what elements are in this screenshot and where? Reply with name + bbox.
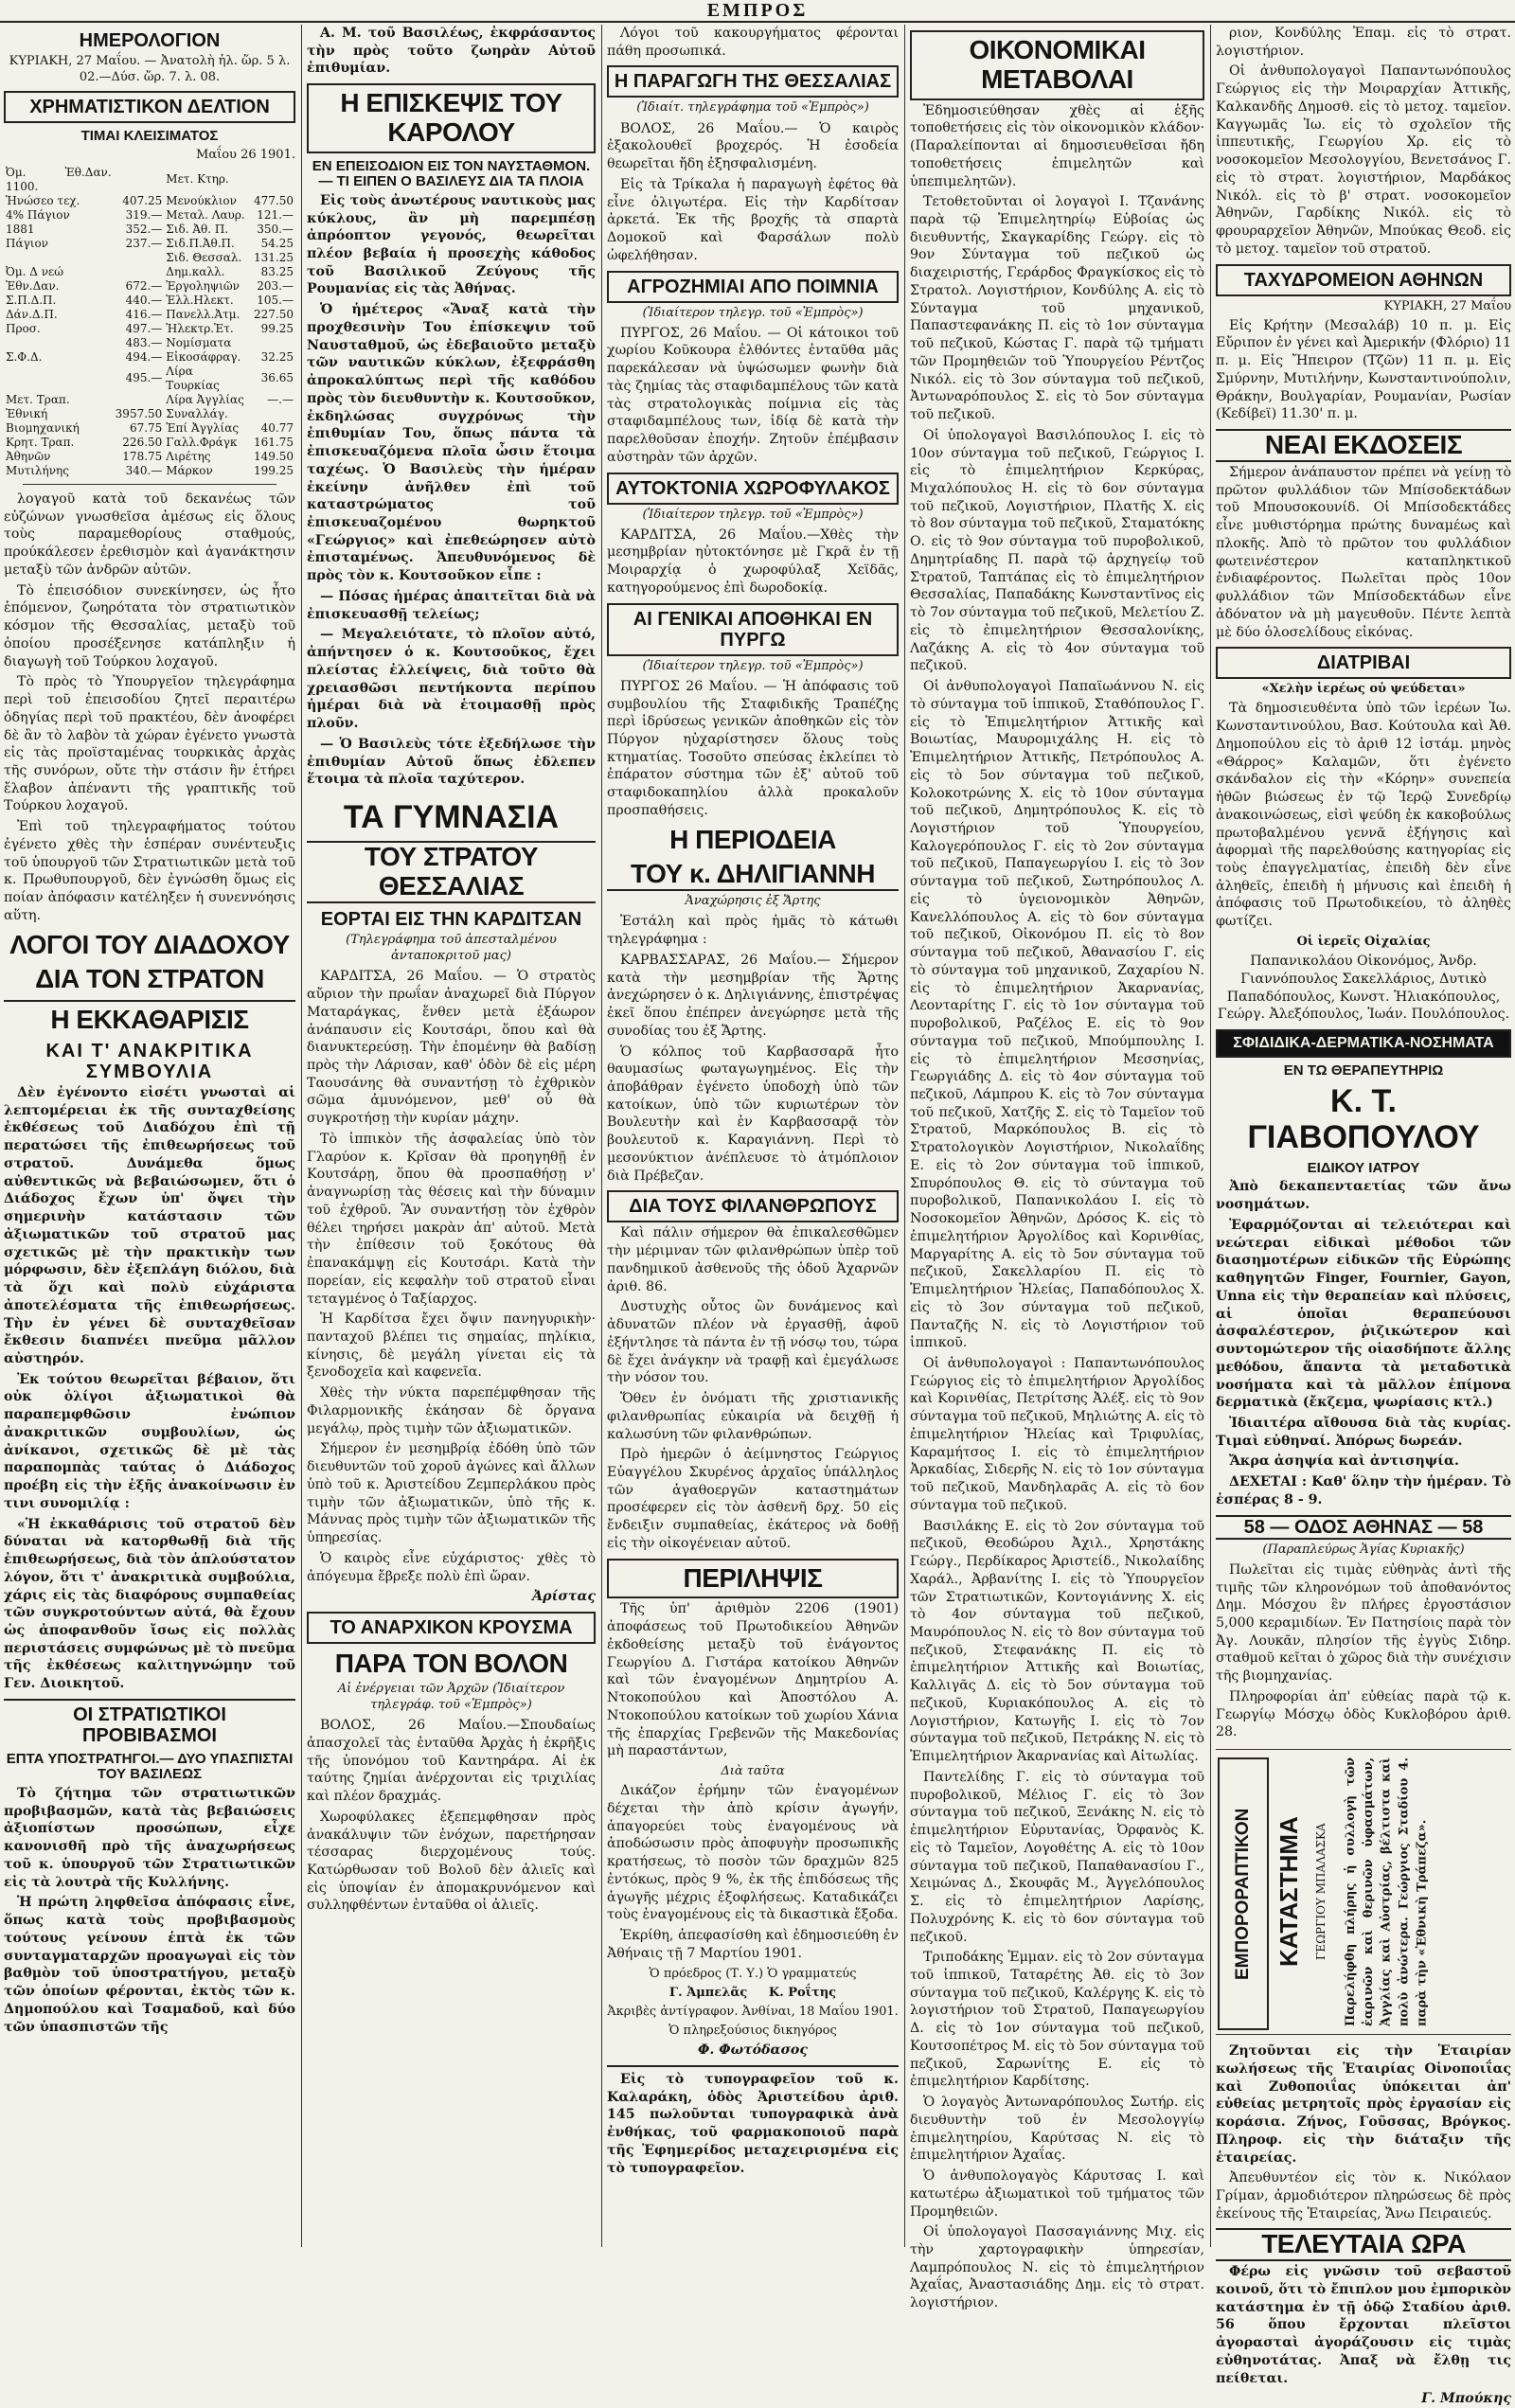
ad-paragraph: Ἀπευθυντέον εἰς τὸν κ. Νικόλαον Γρίμαν, ἀρμοδιότερον πληρώσεως δὲ πρὸς ἐκείνους τῆς Ἑταιρείας, Ἄνω Πειραιεύς. xyxy=(1216,2170,1511,2221)
exchange-row xyxy=(4,336,295,350)
article-paragraph: Πρὸ ἡμερῶν ὁ ἀείμνηστος Γεώργιος Εὐαγγέλου Σκυρένος ἀρχαῖος ὑπάλληλος τῶν ἀγαθοεργῶν καταστημάτων προσέφερεν εἰς τὸν ἀσθενῆ δρχ. 50 εἰς ἔνδειξιν συμπαθείας, ἐκάτερος νὰ δοθῇ εἰς τὴν οἰκογένειαν αὐτοῦ. xyxy=(607,1447,899,1551)
article-paragraph: Εἰς τὰ Τρίκαλα ἡ παραγωγὴ ἐφέτος θὰ εἶνε ὀλιγωτέρα. Εἰς τὴν Καρδίτσαν ἀρκετά. Ἐκ τῆς βροχῆς τὰ σπαρτὰ Δομοκοῦ καὶ Φαρσάλων πολὺ ὠφελήθησαν. xyxy=(607,176,899,263)
ad-paragraph: Ἄκρα ἀσηψία καὶ ἀντισηψία. xyxy=(1229,1454,1459,1470)
exchange-label: Μάρκον xyxy=(166,463,213,477)
article-paragraph: Σήμερον ἀνάπαυστον πρέπει νὰ γείνῃ τὸ πρῶτον φυλλάδιον τῶν Μπίσοδεκτάδων τοῦ Μπουσοκουνίδ. Οἱ Μπίσοδεκτάδες εἶνε μυθιστόρημα πρώτης δυναμέως καὶ πλοκῆς. Ἀπὸ τὸ πρῶτον του φυλλάδιον φωτεινέστερον καταπληκτικοῦ ἐνδιαφέροντος. Πωλεῖται πρὸς 10ον φυλλάδιον τῶν Μπίσοδεκτάδων εἶνε ἀδόνατον νὰ μὴ μαγευθοῦν. Πέντε λεπτὰ μὲ δύο ὁλοσελίδους εἰκόνας. xyxy=(1216,464,1511,640)
ad-paragraph: ΔΕΧΕΤΑΙ : Καθ' ὅλην τὴν ἡμέραν. Τὸ ἑσπέρας 8 - 9. xyxy=(1216,1474,1511,1507)
article-paragraph: Α. Μ. τοῦ Βασιλέως, ἐκφράσαντος τὴν πρὸς τοῦτο ζωηρὰν Αὐτοῦ ἐπιθυμίαν. xyxy=(307,26,596,77)
article-paragraph: Καὶ πάλιν σήμερον θὰ ἐπικαλεσθῶμεν τὴν μέριμναν τῶν φιλανθρώπων ὑπὲρ τοῦ πανδημικοῦ ἀσθενοῦς τῆς ὁδοῦ Ἀχαρνῶν ἀριθ. 86. xyxy=(607,1225,899,1294)
exchange-label: Ἠλεκτρ.Ἑτ. xyxy=(166,321,234,335)
source-line: (Ἰδιαίτερον τηλεγρ. τοῦ «Ἐμπρὸς») xyxy=(642,658,864,673)
exchange-value: 83.25 xyxy=(260,264,294,278)
exchange-label: Εἰκοσάφραγ. xyxy=(166,349,241,364)
exchange-row xyxy=(4,421,295,436)
article-paragraph: Οἱ ἀνθυπολογαγοὶ Παπαντωνόπουλος Γεώργιος εἰς τὴν Μοιραρχίαν Ἀττικῆς, Καλκανδῆς Δημοσθ. εἰς τὸ μετοχ. ταμεῖον. Καγγωμᾶς Ἰω. εἰς τὸ σχολεῖον τῆς ἱππευτικῆς, Γεωργίου Χρ. εἰς τὸ νοσοκομεῖον Μεσολογγίου, Βενετσάνος Γ. εἰς τὸ στρατ. λογιστήριον, Μαρδάκος Νικόλ. εἰς τὸ β' στρατ. νοσοκομεῖον Ἀθηνῶν, Γαρδίκης Νικόλ. εἰς τὸ φρουραρχεῖον Ἀθηνῶν, Μπούκας Θεοδ. εἰς τὸ μετοχ. ταμεῖον τοῦ στρατοῦ. xyxy=(1216,63,1511,257)
exchange-value xyxy=(114,166,165,194)
article-paragraph: Ἐκρίθη, ἀπεφασίσθη καὶ ἐδημοσιεύθη ἐν Ἀθήναις τῇ 7 Μαρτίου 1901. xyxy=(607,1928,899,1961)
headline-xorofylakas: ΑΥΤΟΚΤΟΝΙΑ ΧΩΡΟΦΥΛΑΚΟΣ xyxy=(607,473,899,505)
exchange-label xyxy=(4,251,114,265)
exchange-row xyxy=(4,251,295,265)
headline-karolos: Η ΕΠΙΣΚΕΨΙΣ ΤΟΥ ΚΑΡΟΛΟΥ xyxy=(307,83,596,153)
headline-ekkatharisis: Η ΕΚΚΑΘΑΡΙΣΙΣ xyxy=(4,1000,295,1035)
article-paragraph: ΒΟΛΟΣ, 26 Μαΐου.— Ὁ καιρὸς ἐξακολουθεῖ βροχερός. Ἡ ἐσοδεία θεωρεῖται ἤδη ἐξησφαλισμένη. xyxy=(607,120,899,172)
article-paragraph: Δικάζον ἐρήμην τῶν ἐναγομένων δέχεται τὴν ἀπὸ κρίσιν ἀγωγήν, ἀπαγορεύει τοὺς ἐναγομένους νὰ ἀποδώσωσιν πρὸς ἀποφυγὴν προσωπικῆς κρατήσεως, τὸ ποσὸν τῶν δραχμῶν 825 ἐντόκως, πρὸς 9 %, ἐκ τῆς ἐπιδόσεως τῆς ἀγωγῆς μέχρις ἐξοφλήσεως. Καταδικάζει τοὺς ἐναγομένους εἰς τὰ δικαστικὰ ἔξοδα. xyxy=(607,1783,899,1923)
article-paragraph: Ὁ ἡμέτερος «Ἄναξ κατὰ τὴν προχθεσινὴν Του ἐπίσκεψιν τοῦ Ναυσταθμοῦ, ὡς ἐδεβαιοῦτο μεταξὺ τῶν ναυτικῶν κύκλων, ἐξεφράσθη ἀπροκαλύπτως περὶ τῆς καθόδου πρὸς τὸν διευθυντὴν κ. Κουτσοῦκον, ἐκδηλώσας συγχρόνως τὴν ἐπιθυμίαν Του, ὅπως πάντα τὰ ἐπισκευαζόμενα πλοῖα ὦσιν ἕτοιμα ταχέως. Ὁ Βασιλεὺς τὴν ἡμέραν ἐκείνην ἀνῆλθεν ἐπὶ τοῦ καταστρώματος τοῦ ἐπισκευαζομένου θωρηκτοῦ «Γεώργιος» καὶ ἐπεθεώρησεν αὐτὸ ἐπισταμένως. Ἀπευθυνόμενος δὲ πρὸς τὸν κ. Κουτσοῦκον εἶπε : xyxy=(307,302,596,584)
exchange-value: 440.— xyxy=(125,293,163,307)
exchange-value: 99.25 xyxy=(260,321,294,335)
signature: Ἀρίστας xyxy=(532,1589,596,1605)
exchange-value: 226.50 xyxy=(122,435,163,449)
article-paragraph: Δὲν ἐγένοντο εἰσέτι γνωσταὶ αἱ λεπτομέρειαι ἐκ τῆς συνταχθείσης ἐκθέσεως τοῦ Διαδόχου ἐπὶ τῇ περατώσει τῆς ἐπιθεωρήσεως τοῦ στρατοῦ. Δυνάμεθα ὅμως αὐθεντικῶς νὰ βεβαιώσωμεν, ὅτι ὁ Διάδοχος ἔχων ὑπ' ὄψει τὴν σημερινὴν κατάστασιν τῶν ἀξιωματικῶν τοῦ στρατοῦ μας σχετικῶς μὲ τὴν πρακτικὴν των μόρφωσιν, δὲν ἐξεπλάγη διόλου, διὰ τὰ ὅχι καὶ πολὺ εὐχάριστα ἀποτελέσματα τῆς ἐπιθεωρήσεως. Τὴν ἐν γένει δὲ συνταχθεῖσαν ἔκθεσιν διαπνέει πνεῦμα μᾶλλον αὐστηρόν. xyxy=(4,1084,295,1366)
exchange-value: 477.50 xyxy=(254,193,294,207)
exchange-value: 161.75 xyxy=(254,435,294,449)
exchange-row xyxy=(4,166,295,194)
article-paragraph: Ὅθεν ἐν ὀνόματι τῆς χριστιανικῆς φιλανθρωπίας εὐκαιρία νὰ δειχθῇ ἡ καλωσύνη τῶν φιλανθρώπων. xyxy=(607,1391,899,1442)
exchange-row xyxy=(4,308,295,322)
exchange-row xyxy=(4,350,295,365)
article-paragraph: Τὸ πρὸς τὸ Ὑπουργεῖον τηλεγράφημα περὶ τοῦ ἐπεισοδίου ζητεῖ περαιτέρω ὁδηγίας περὶ τοῦ πρακτέου, δὲν ἀνοφέρει δὲ ἂν τὸ λαβὸν τὰ χώραν ἐγένετο γνωστὰ εἰς τὰς προϊσταμένας τουρκικὰς ἀρχὰς τῆς συνόρων, οὔτε τὴν στάσιν ἣν ἐτήρει ἔλαβον ἀπέναντι τῆς γραπτικῆς τοῦ Τούρκου λοχαγοῦ. xyxy=(4,674,295,814)
centered-line: Διὰ ταῦτα xyxy=(721,1764,785,1779)
article-paragraph: Εἰς τὸ τυπογραφεῖον τοῦ κ. Καλαράκη, ὁδὸς Ἀριστείδου ἀριθ. 145 πωλοῦνται τυπογραφικὰ ἀνὰ ἐνθήκας, τοῦ φαρμακοποιοῦ παρὰ τῆς Ἐφημερίδος μεταχειρισμένα εἰς τὸ τυπογραφεῖον. xyxy=(607,2065,899,2177)
exchange-label: Σ.Φ.Δ. xyxy=(6,349,43,364)
article-paragraph: Τῆς ὑπ' ἀριθμὸν 2206 (1901) ἀποφάσεως τοῦ Πρωτοδικείου Ἀθηνῶν ἐκδοθείσης μεταξὺ τοῦ ἐνάγοντος Γεωργίου Δ. Γιστάρα κατοίκου Ἀθηνῶν καὶ τῶν ἐναγομένων Δημητρίου Α. Ντοκοπούλου καὶ Ἀποστόλου Α. Ντοκοπούλου κατοίκων τοῦ χωρίου Χάνια τῆς ἐπαρχίας Γρεβενῶν τῆς Μακεδονίας μὴ παραστάντων, xyxy=(607,1601,899,1759)
article-paragraph: ΚΑΡΔΙΤΣΑ, 26 Μαΐου.—Χθὲς τὴν μεσημβρίαν ηὐτοκτόνησε μὲ Γκρᾶ ἐν τῇ Μοιραρχίᾳ ὁ χωροφύλαξ Χεϊδᾶς, κατηγορούμενος ἐπὶ δωροδοκίᾳ. xyxy=(607,526,899,596)
exchange-value: —.— xyxy=(267,392,294,406)
article-paragraph: Οἱ ἀνθυπολογαγοὶ : Παπαντωνόπουλος Γεώργιος εἰς τὸ ἐπιμελητήριον Ἀργολίδος καὶ Κορινθίας, Πετρίτσης Ἀλέξ. εἰς τὸ 9ον σύνταγμα τοῦ πεζικοῦ, Μηλιώτης Α. εἰς τὸ ἐπιμελητήριον Ἠλείας καὶ Τριφυλίας, Καραμήτσος Ι. εἰς τὸ ἐπιμελητήριον Ἀρκαδίας, Σιδερῆς Ν. εἰς τὸ 1ον σύνταγμα τοῦ πεζικοῦ, Μανδηλαρᾶς Α. εἰς τὸ 6ον σύνταγμα τοῦ πεζικοῦ. xyxy=(910,1356,1204,1513)
headline-diadoxos-2: ΔΙΑ ΤΟΝ ΣΤΡΑΤΟΝ xyxy=(35,964,264,994)
vertical-ad-title: ΕΜΠΟΡΟΡΑΠΤΙΚΟΝ xyxy=(1218,1757,1269,2030)
exchange-row xyxy=(4,279,295,294)
exchange-value: 32.25 xyxy=(260,349,294,364)
post-date: ΚΥΡΙΑΚΗ, 27 Μαΐου xyxy=(1383,298,1511,313)
calendar-text: ΚΥΡΙΑΚΗ, 27 Μαΐου. — Ἀνατολὴ ἡλ. ὥρ. 5 λ. 02.—Δύσ. ὥρ. 7. λ. 08. xyxy=(9,54,291,85)
article-paragraph: Οἱ ἀνθυπολογαγοὶ Παπαϊωάννου Ν. εἰς τὸ σύνταγμα τοῦ ἱππικοῦ, Σταθόπουλος Γ. εἰς τὸ Ἐπιμελητήριον Ἀττικῆς καὶ Βοιωτίας, Μαυρομιχάλης Η. εἰς τὸ Ἐπιμελητήριον Ἀττικῆς, Πετρόπουλος Α. εἰς τὸ 5ον σύνταγμα τοῦ πεζικοῦ, Κολοκοτρώνης Χ. εἰς τὸ 10ον σύνταγμα τοῦ πεζικοῦ, Δημητρόπουλος Κ. εἰς τὸ Λογιστήριον τοῦ Ὑπουργείου, Καλογερόπουλος Γ. εἰς τὸ 2ον σύνταγμα τοῦ πεζικοῦ, Παπαγεωργίου Ι. εἰς τὸ 3ον σύνταγμα τοῦ πεζικοῦ, Σωτηρόπουλος Λ. εἰς τὸ ὑγειονομικὸν Ἀθηνῶν, Κανελλόπουλος Α. εἰς τὸ 6ον σύνταγμα τοῦ πεζικοῦ, Οἰκονόμου Π. εἰς τὸ 8ον σύνταγμα τοῦ πεζικοῦ, Ἀθανασίου Γ. εἰς τὸ σύνταγμα τοῦ μηχανικοῦ, Ζαχαρίου Ν. εἰς τὸ ἐπιμελητήριον Ἀκαρνανίας, Λεονταρίτης Γ. εἰς τὸ 1ον σύνταγμα τοῦ πυροβολικοῦ, Ραζέλος Ε. εἰς τὸ 9ον σύνταγμα τοῦ πεζικοῦ, Μπούμπουλης Ι. εἰς τὸ ἐπιμελητήριον Μεσσηνίας, Γεωργιάδης Δ. εἰς τὸ 4ον σύνταγμα τοῦ πεζικοῦ, Λάμπρου Κ. εἰς τὸ 7ον σύνταγμα τοῦ πεζικοῦ, Χατζῆς Σ. εἰς τὸ Ταμεῖον τοῦ Στρατοῦ, Μαρκόπουλος Β. εἰς τὸ Στρατολογικὸν Λογιστήριον, Νικολαΐδης Ε. εἰς τὸ 2ον σύνταγμα τοῦ ἱππικοῦ, Σπυρόπουλος Θ. εἰς τὸ σύνταγμα τοῦ πυροβολικοῦ, Παπανικολάου Ι. εἰς τὸ Νοσοκομεῖον Ἀθηνῶν, Δρόσος Κ. εἰς τὸ ἐπιμελητήριον Ἀργολίδος καὶ Κορινθίας, Μαργαρίτης Α. εἰς τὸ 5ον σύνταγμα τοῦ πεζικοῦ, Σακελλαρίου Π. εἰς τὸ Ἐπιμελητήριον Ἠλείας, Παπαδόπουλος Χ. εἰς τὸ 3ον σύνταγμα τοῦ πεζικοῦ, Πανταζῆς Ν. εἰς τὸ Λογιστήριον τοῦ ἱππικοῦ. xyxy=(910,679,1204,1351)
exchange-value: 36.65 xyxy=(260,371,294,385)
ad-paragraph: Ἰδιαιτέρα αἴθουσα διὰ τὰς κυρίας. Τιμαὶ εὐθηναί. Ἀπόρως δωρεάν. xyxy=(1216,1415,1511,1449)
exchange-label: Κρητ. Τραπ. xyxy=(6,435,75,449)
quote-line: «Χελὴν ἱερέως οὐ ψεύδεται» xyxy=(1261,682,1466,697)
ad-paragraph: Ζητοῦνται εἰς τὴν Ἑταιρίαν κωλήσεως τῆς Ἑταιρίας Οἰνοποιΐας καὶ Ζυθοποιΐας ὑπόκειται ἀπ' εὐθείας μετρητοῖς πρὸς ἐργασίαν εἰς κοράσια. Ζήνος, Γοῦσσας, Βρόγκος. Πληροφ. εἰς τὴν διάταξιν τῆς ἑταιρείας. xyxy=(1216,2043,1511,2166)
ad-doctor-title: ΕΙΔΙΚΟΥ ΙΑΤΡΟΥ xyxy=(1307,1159,1420,1176)
subheadline-periodeia: Ἀναχώρησις ἐξ Ἄρτης xyxy=(685,894,821,909)
source-line: (Ἰδιαίτ. τηλεγράφημα τοῦ «Ἐμπρὸς») xyxy=(636,100,869,116)
article-paragraph: Ἐστάλη καὶ πρὸς ἡμᾶς τὸ κάτωθι τηλεγράφημα : xyxy=(607,914,899,948)
article-paragraph: Τριποδάκης Ἐμμαν. εἰς τὸ 2ον σύνταγμα τοῦ ἱππικοῦ, Ταταρέτης Ἀθ. εἰς τὸ 3ον σύνταγμα τοῦ πεζικοῦ, Καλέργης Κ. εἰς τὸ λογιστήριον τοῦ Στρατοῦ, Παπαγεωργίου Δ. εἰς τὸ 1ον σύνταγμα τοῦ πεζικοῦ, Κουτσοπέτρος Μ. εἰς τὸ 5ον σύνταγμα τοῦ πεζικοῦ, Σαρωνίτης Ε. εἰς τὸ ἐπιμελητήριον Καρδίτσης. xyxy=(910,1950,1204,2090)
exchange-row xyxy=(4,436,295,450)
exchange-label: Γαλλ.Φράγκ xyxy=(166,435,238,449)
exchange-row xyxy=(4,294,295,308)
article-paragraph: Τετοθετοῦνται οἱ λογαγοὶ Ι. Τζανάνης παρὰ τῷ Ἐπιμελητηρίῳ Εὐβοίας ὡς διευθυντής, Σκαγκαρίδης Γεώργ. εἰς τὸ 9ον Σύνταγμα τοῦ πεζικοῦ ὡς διαχειριστής, Γεράρδος Φραγκίσκος εἰς τὸ Στρατολ. Λογιστήριον, Κονδύλης Α. εἰς τὸ Σύνταγμα τοῦ μηχανικοῦ, Παπαστεφανάκης Π. εἰς τὸ 1ον σύνταγμα τοῦ πεζικοῦ, Κώστας Γ. παρὰ τῷ τμήματι τῶν Προμηθειῶν τοῦ Ὑπουργείου Ρέντζος Νικόλ. εἰς τὸ 3ον σύνταγμα τοῦ πεζικοῦ, Ἀντωναρόπουλος Σ. εἰς τὸ 5ον σύνταγμα τοῦ πεζικοῦ. xyxy=(910,194,1204,423)
article-paragraph: Ἐδημοσιεύθησαν χθὲς αἱ ἑξῆς τοποθετήσεις εἰς τὸν οἰκονομικὸν κλάδον· (Παραλείπονται αἱ δημοσιευθεῖσαι ἤδη τοποθετήσεις ἐπιμελητῶν καὶ ὑπεπιμελητῶν). xyxy=(910,102,1204,189)
headline-gymnasia-2: ΤΟΥ ΣΤΡΑΤΟΥ ΘΕΣΣΑΛΙΑΣ xyxy=(307,841,596,903)
exchange-value: 494.— xyxy=(125,349,163,364)
article-paragraph: ΠΥΡΓΟΣ, 26 Μαΐου. — Οἱ κάτοικοι τοῦ χωρίου Κοῦκουρα ἐλθόντες ἐνταῦθα μᾶς παρεκάλεσαν νὰ ὑψώσωμεν φωνὴν διὰ τὰς ζημίας τὰς σταφιδαμπέλους τῶν κατὰ τὰς στρατολογικὰς ποίμνια εἰς τὰς σταφιδαμπέλους των, ἰδίᾳ δὲ κατὰ τὴν παρελθοῦσαν ἐποχήν. Ζητοῦν ἐπέμβασιν αὐστηρὰν τῶν ἀρχῶν. xyxy=(607,325,899,465)
ad-paragraph: Ἐφαρμόζονται αἱ τελειότεραι καὶ νεώτεραι εἰδικαὶ μέθοδοι τῶν διασημοτέρων εἰδικῶν τῆς Εὐρώπης καθηγητῶν Finger, Fournier, Gayon, Unna εἰς τὴν θεραπείαν καὶ πλύσεις, αἱ ὁποῖαι θεραπεύουσι ἀσφαλέστερον, ῥιζικώτερον καὶ συντομώτερον τῆς οἱασδήποτε ἄλλης μεθόδου, ἅπαντα τὰ μεταδοτικὰ νοσήματα καὶ τὰ μᾶλλον ἐπίμονα δερματικὰ (ἔκζεμα, ψωρίασις κτλ.) xyxy=(1216,1217,1511,1411)
exchange-value: 121.— xyxy=(257,207,294,222)
exchange-label: Ἐργοληψιῶν xyxy=(166,278,240,293)
subheadline-ekkatharisis: ΚΑΙ Τ' ΑΝΑΚΡΙΤΙΚΑ ΣΥΜΒΟΥΛΙΑ xyxy=(45,1040,254,1082)
headline-agrozimiai: ΑΓΡΟΖΗΜΙΑΙ ΑΠΟ ΠΟΙΜΝΙΑ xyxy=(607,271,899,303)
signature-group: Οἱ ἱερεῖς Οἰχαλίας xyxy=(1296,934,1431,949)
headline-oikonomikai: ΟΙΚΟΝΟΜΙΚΑΙ ΜΕΤΑΒΟΛΑΙ xyxy=(910,30,1204,100)
exchange-label: Σιδ. Θεσσαλ. xyxy=(166,250,242,264)
masthead: ΕΜΠΡΟΣ xyxy=(0,0,1515,23)
column-5 xyxy=(1216,25,1511,2407)
ad-paragraph: Ἀπὸ δεκαπενταετίας τῶν ἄνω νοσημάτων. xyxy=(1216,1179,1511,1213)
headline-provivasmoi: ΟΙ ΣΤΡΑΤΙΩΤΙΚΟΙ ΠΡΟΒΙΒΑΣΜΟΙ xyxy=(4,1699,295,1746)
article-paragraph: Ὁ λογαγὸς Ἀντωναρόπουλος Σωτήρ. εἰς διευθυντὴν τοῦ ἐν Μεσολογγίῳ ἐπιμελητηρίου, Καρύτσας Ν. εἰς τὸ ἐπιμελητήριον Ἀχαΐας. xyxy=(910,2095,1204,2164)
exchange-value: 497.— xyxy=(125,321,163,335)
column-rule xyxy=(904,25,905,2247)
ad-paragraph: Πωλεῖται εἰς τιμὰς εὐθηνὰς ἀντὶ τῆς τιμῆς τῶν κληρονόμων τοῦ ἀποθανόντος Δημ. Μόσχου ἓν πλήρες ἐργοστάσιον 5,000 κεραμιδίων. Ἐν Πατησίοις παρὰ τὸν Ἀγ. Λουκᾶν, πλησίον τῆς ἐγγὺς Σιδηρ. σταθμοῦ κεῖται ὁ χῶρος διὰ τὴν συνέχισιν τῆς βιομηχανίας. xyxy=(1216,1561,1511,1685)
exchange-label: Ὀμ. Δ νεώ xyxy=(6,264,64,278)
exchange-value: 227.50 xyxy=(254,307,294,321)
column-4 xyxy=(910,25,1204,2311)
exchange-value: 105.— xyxy=(257,293,294,307)
article-paragraph: Λόγοι τοῦ κακουργήματος φέρονται πάθη προσωπικά. xyxy=(607,26,899,59)
column-3 xyxy=(607,25,899,2247)
subheadline-gymnasia: ΕΟΡΤΑΙ ΕΙΣ ΤΗΝ ΚΑΡΔΙΤΣΑΝ xyxy=(320,909,582,931)
article-paragraph: ΚΑΡΒΑΣΣΑΡΑΣ, 26 Μαΐου.— Σήμερον κατὰ τὴν μεσημβρίαν τῆς Ἄρτης ἀνεχώρησεν ὁ κ. Δηλιγιάννης, ἐπιστρέψας ἐκεῖ ὅπου ἐπέπρεν ἀνεγώρησε μετὰ τῆς συνοδίας του ἐξ Ἄρτης. xyxy=(607,952,899,1039)
exchange-label: Δημ.καλλ. xyxy=(166,264,225,278)
headline-perilipsis: ΠΕΡΙΛΗΨΙΣ xyxy=(607,1559,899,1599)
ad-subheadline: ΕΝ ΤΩ ΘΕΡΑΠΕΥΤΗΡΙΩ xyxy=(1283,1061,1444,1079)
article-paragraph: — Πόσας ἡμέρας ἀπαιτεῖται διὰ νὰ ἐπισκευασθῇ τελείως; xyxy=(307,588,596,622)
exchange-value xyxy=(252,336,295,350)
headline-apothikai: ΑΙ ΓΕΝΙΚΑΙ ΑΠΟΘΗΚΑΙ ΕΝ ΠΥΡΓΩ xyxy=(607,603,899,656)
exchange-value xyxy=(252,166,295,194)
exchange-row xyxy=(4,407,295,421)
article-paragraph: ΒΟΛΟΣ, 26 Μαΐου.—Σπουδαίως ἀπασχολεῖ τὰς ἐνταῦθα Ἀρχὰς ἡ ἐκρῆξις τῆς ὑπονόμου τοῦ Καντηράρα. Αἱ ἐκ ταύτης ζημίαι ἀνέρχονται εἰς τριχιλίας καὶ πλέον δραχμάς. xyxy=(307,1718,596,1805)
exchange-label: Ἐπί Ἀγγλίας xyxy=(166,420,240,435)
article-paragraph: Τὸ ἐπεισόδιον συνεκίνησεν, ὡς ἦτο ἑπόμενον, ζωηρότατα τὸν στρατιωτικὸν κόσμον τῆς Θεσσαλίας, μεταξὺ τοῦ ὁποίου προσέξενησε κατάπληξιν ἡ διαγωγὴ τοῦ Τούρκου λοχαγοῦ. xyxy=(4,582,295,669)
exchange-label: Πανελλ.Ἀτμ. xyxy=(166,307,241,321)
source-line: (Ἰδιαίτερον τηλεγρ. τοῦ «Ἐμπρὸς») xyxy=(642,305,864,320)
headline-thessalia: Η ΠΑΡΑΓΩΓΗ ΤΗΣ ΘΕΣΣΑΛΙΑΣ xyxy=(607,65,899,98)
signature: Γ. Μπούκης xyxy=(1421,2391,1511,2407)
exchange-row xyxy=(4,223,295,237)
article-paragraph: Χθὲς τὴν νύκτα παρεπέμφθησαν τῆς Φιλαρμονικῆς ἐκάησαν δὲ ὄργανα μεγάλῳ, πρὸς τιμὴν τῶν ἀξιωματικῶν. xyxy=(307,1385,596,1436)
exchange-value: 407.25 xyxy=(122,193,163,207)
exchange-label: Δάν.Δ.Π. xyxy=(6,307,58,321)
article-paragraph: Δυστυχὴς οὗτος ὢν δυνάμενος καὶ ἀδυνατῶν πλέον νὰ ἐργασθῇ, ἀφοῦ ἐξήντλησε τὰ πάντα ἐν τῇ νόσῳ του, τώρα δὲ ἔχει ἀνάγκην νὰ τραφῇ καὶ ἐμεγάλωσε τὴν νόσον του. xyxy=(607,1299,899,1386)
exchange-value: 131.25 xyxy=(254,250,294,264)
headline-periodeia: Η ΠΕΡΙΟΔΕΙΑ xyxy=(669,824,836,854)
article-paragraph: Οἱ ὑπολογαγοὶ Βασιλόπουλος Ι. εἰς τὸ 10ον σύνταγμα τοῦ πεζικοῦ, Γεώργιος Ι. εἰς τὸ ἐπιμελητήριον Κερκύρας, Μιχαλόπουλος Η. εἰς τὸ 6ον σύνταγμα τοῦ πεζικοῦ, Λογιστήριον, Πλατῆς Χ. εἰς τὸ 8ον σύνταγμα τοῦ πεζικοῦ, Σταματόκης Ο. εἰς τὸ 9ον σύνταγμα τοῦ πυροβολικοῦ, Δημητρίαδης Π. παρὰ τῷ ἀρχηγείῳ τοῦ Στρατοῦ, Ταπτάπας εἰς τὸ ἐπιμελητήριον Θεσσαλίας, Παπαδάκης Κωνσταντῖνος εἰς τὸ 7ον σύνταγμα τοῦ πεζικοῦ, Μελετίου Ζ. εἰς τὸ ἐπιμελητήριον Θεσσαλονίκης, Λαζάκης Α. εἰς τὸ 4ον σύνταγμα τοῦ πεζικοῦ. xyxy=(910,427,1204,674)
exchange-value: 178.75 xyxy=(122,449,163,463)
headline-teleftaia: ΤΕΛΕΥΤΑΙΑ ΩΡΑ xyxy=(1216,2228,1511,2261)
article-paragraph: Ὁ κόλπος τοῦ Καρβασσαρᾶ ἦτο θαυμασίως φωταγωγημένος. Εἰς τὴν ἀποβάθραν ἐγένετο ὑποδοχὴ ὑπὸ τῶν κατοίκων, ὑπὸ τῶν κυριωτέρων τὸν Βουλευτὴν καὶ ἐν Καρβασσαρᾷ τὸν βουλευτοῦ κ. Καραγιάννη. Περὶ τὸ μεσονύκτιον ἀνέπλευσε τὸ ἀτμόπλοιον διὰ Πρέβεζαν. xyxy=(607,1043,899,1184)
article-paragraph: Ἡ πρώτη ληφθεῖσα ἀπόφασις εἶνε, ὅπως κατὰ τοὺς προβιβασμοὺς τούτους γείνουν ἑπτὰ ἐκ τῶν συνταγματαρχῶν προαγωγαὶ εἰς τὸν βαθμὸν τοῦ ὑποστρατήγου, μεταξὺ τῶν ὁποίων φέρονται, ἐκτὸς τῶν κ. Δημοπούλου καὶ Τσαμαδοῦ, καὶ δύο τῶν ὑπασπιστῶν τῆς xyxy=(4,1895,295,2035)
exchange-label: Ἀθηνῶν xyxy=(6,449,51,463)
subheadline-karolos: ΕΝ ΕΠΕΙΣΟΔΙΟΝ ΕΙΣ ΤΟΝ ΝΑΥΣΤΑΘΜΟΝ.— ΤΙ ΕΙΠΕΝ Ο ΒΑΣΙΛΕΥΣ ΔΙΑ ΤΑ ΠΛΟΙΑ xyxy=(312,157,591,190)
vertical-ad-owner: ΓΕΩΡΓΙΟΥ ΜΠΑΛΑΣΚΑ xyxy=(1314,1823,1328,1961)
ad-paragraph: Φέρω εἰς γνῶσιν τοῦ σεβαστοῦ κοινοῦ, ὅτι τὸ ἔπιπλον μου ἐμπορικὸν κατάστημα ἐν τῇ ὁδῷ Σταδίου ἀριθ. 56 ὅπου ἔρχονται πλεῖστοι ἀγορασταὶ ἀγοράζουσιν εἰς τιμὰς εὐθηνοτάτας. Ἀπαξ νὰ ἔλθῃ τις πείθεται. xyxy=(1216,2264,1511,2386)
article-paragraph: ριον, Κονδύλης Ἐπαμ. εἰς τὸ στρατ. λογιστήριον. xyxy=(1216,26,1511,59)
exchange-label xyxy=(4,365,114,393)
article-paragraph: Ἡ Καρδίτσα ἔχει ὄψιν πανηγυρικὴν· πανταχοῦ βλέπει τις σημαίας, πηλίκια, κίνησις, δὲ μεγάλη γίνεται εἰς τὰ ξενοδοχεῖα καὶ καφενεῖα. xyxy=(307,1311,596,1381)
article-paragraph: Ἐκ τούτου θεωρεῖται βέβαιον, ὅτι οὐκ ὀλίγοι ἀξιωματικοὶ θὰ παραπεμφθῶσιν ἐνώπιον ἀνακριτικῶν συμβουλίων, ὡς ἀνίκανοι, σχετικῶς δὲ μὲ τὰς παραπομπὰς ταύτας ὁ Διάδοχος προέβη εἰς τὴν ἐξῆς ἀνακοίνωσιν ἐν τινι συνομιλίᾳ : xyxy=(4,1371,295,1511)
vertical-advertisement xyxy=(1216,1749,1511,2035)
exchange-label: Σιδ.Π.Ἀθ.Π. xyxy=(166,236,235,250)
article-paragraph: — Μεγαλειότατε, τὸ πλοῖον αὐτό, ἀπήντησεν ὁ κ. Κουτσοῦκος, ἔχει πλείστας ἐλλείψεις, διὰ τοῦτο θὰ χρειασθῶσι πεντήκοντα περίπου ἡμέραι διὰ νὰ ἑτοιμασθῇ πρὸς πλοῦν. xyxy=(307,627,596,732)
centered-line: Ἀκριβὲς ἀντίγραφον. Ἀνθίναι, 18 Μαΐου 1901. xyxy=(607,2004,899,2019)
headline-nees-ekdoseis: ΝΕΑΙ ΕΚΔΟΣΕΙΣ xyxy=(1216,429,1511,462)
exchange-label: Λιρέτης xyxy=(166,449,211,463)
exchange-row xyxy=(4,365,295,393)
subheadline-provivasmoi: ΕΠΤΑ ΥΠΟΣΤΡΑΤΗΓΟΙ.— ΔΥΟ ΥΠΑΣΠΙΣΤΑΙ ΤΟΥ ΒΑΣΙΛΕΩΣ xyxy=(6,1750,294,1783)
exchange-row xyxy=(4,464,295,478)
vertical-ad-body: Παρελήφθη πλήρης ἡ συλλογὴ τῶν ἐαρινῶν καὶ θερινῶν ὑφασμάτων, Ἀγγλίας καὶ Αὐστρίας, βέλτιστα καὶ πολὺ ἀνώτερα. Γεώργιος Σταδίου 4. παρὰ τὴν «Ἐθνικὴ Τράπεζα». xyxy=(1344,1757,1430,2027)
exchange-label: 1881 xyxy=(6,222,35,236)
exchange-label: Ἡνώσεο τεχ. xyxy=(6,193,80,207)
article-paragraph: Ὁ ἀνθυπολογαγὸς Κάρυτσας Ι. καὶ κατωτέρω ἀξιωματικοὶ τοῦ τμήματος τῶν Προμηθειῶν. xyxy=(910,2168,1204,2220)
ad-paragraph: Πληροφορίαι ἀπ' εὐθείας παρὰ τῷ κ. Γεωργίῳ Μόσχῳ ὁδὸς Κυκλοβόρου ἀριθ. 28. xyxy=(1216,1688,1511,1740)
exchange-value xyxy=(252,407,295,421)
exchange-value: 67.75 xyxy=(129,420,163,435)
exchange-label: Νομίσματα xyxy=(166,335,232,349)
exchange-row xyxy=(4,265,295,279)
centered-line: Ὁ πρόεδρος (Τ. Υ.) Ὁ γραμματεύς xyxy=(649,1966,857,1981)
exchange-value: 3957.50 xyxy=(115,406,163,420)
exchange-value xyxy=(114,393,165,407)
article-paragraph: λογαγοῦ κατὰ τοῦ δεκανέως τῶν εὐζώνων γνωσθεῖσα ἀμέσως εἰς ὅλους τοὺς παραμεθορίους σταθμούς, προύκάλεσεν ἐρεθισμὸν καὶ ἀγανάκτησιν μεταξὺ τῶν ἀνδρῶν αὐτῶν. xyxy=(4,491,295,578)
exchange-row xyxy=(4,393,295,407)
ad-headline-syph: ΣΦΙΔΙΔΙΚΑ-ΔΕΡΜΑΤΙΚΑ-ΝΟΣΗΜΑΤΑ xyxy=(1216,1029,1511,1058)
exchange-label: Ὀμ. Ἐθ.Δαν. 1100. xyxy=(6,165,112,193)
exchange-row xyxy=(4,450,295,464)
exchange-label: Προσ. xyxy=(6,321,41,335)
exchange-value: 352.— xyxy=(125,222,163,236)
exchange-value: 483.— xyxy=(125,335,163,349)
headline-periodeia-2: ΤΟΥ κ. ΔΗΛΙΓΙΑΝΝΗ xyxy=(607,860,899,891)
article-paragraph: Ἐπὶ τοῦ τηλεγραφήματος τούτου ἐγένετο χθὲς τὴν ἑσπέραν συνέντευξις τοῦ ὑπουργοῦ τῶν Στρατιωτικῶν μετὰ τοῦ κ. Πρωθυπουργοῦ, δὲν ἐγνώσθη ὅμως εἰς ποίαν ἀπόφασιν κατέληξεν ἡ συνεννόησις αὕτη. xyxy=(4,819,295,923)
column-1 xyxy=(4,25,295,2247)
article-paragraph: Χωροφύλακες ἐξεπεμφθησαν πρὸς ἀνακάλυψιν τῶν ἐνόχων, παρετήρησαν τέσσαρας διερχομένους τούς. Κατώρθωσαν τοῦ Βολοῦ δὲν ἀλιεῖς καὶ εἰς ὑποψίαν ἐν ἀπομακρυνόμενον καὶ συλληφθέντων ἐνταῦθα οἱ ἀλιεῖς. xyxy=(307,1809,596,1914)
article-paragraph: Οἱ ὑπολογαγοὶ Πασσαγιάννης Μιχ. εἰς τὴν χαρτογραφικὴν ὑπηρεσίαν, Λαμπρόπουλος Ν. εἰς τὸ ἐπιμελητήριον Ἀχαΐας, Ἀναστασιάδης Δημ. εἰς τὸ στρατ. λογιστήριον. xyxy=(910,2224,1204,2311)
article-paragraph: ΚΑΡΔΙΤΣΑ, 26 Μαΐου. — Ὁ στρατὸς αὔριον τὴν πρωΐαν ἀναχωρεῖ διὰ Πύργον Ματαράγκας, ἔνθεν μετὰ ἑξάωρον ἀνάπαυσιν εἰς Κουτσάρι, ὅπου καὶ θὰ διανυκτερεύσῃ. Τὴν ἐπομένην θὰ βαδίσῃ πρὸς τὴν Λάρισαν, καθ' ὁδὸν δὲ εἰς μέρη Ταουσάνης θὰ συναντήσῃ τὸ ἐχθρικὸν σῶμα ἀμυνόμενον, μεθ' οὗ θὰ συγκροτήσῃ τὴν κυρίαν μάχην. xyxy=(307,969,596,1127)
exchange-label: Ἐθν.Δαν. xyxy=(6,278,60,293)
article-paragraph: Εἰς Κρήτην (Μεσαλάβ) 10 π. μ. Εἰς Εὔριπον ἐν γένει καὶ Ἀμερικήν (Φλόριο) 11 π. μ. Εἰς Ἤπειρον (Τζῶν) 11 π. μ. Εἰς Σμύρνην, Μυτιλήνην, Κωνσταντινούπολιν, Θράκην, Βουλγαρίαν, Ρουμανίαν, Ρωσίαν (Κεδίβεϊ) 11.30' π. μ. xyxy=(1216,317,1511,422)
headline-gymnasia: ΤΑ ΓΥΜΝΑΣΙΑ xyxy=(343,799,560,836)
article-paragraph: Τὰ δημοσιευθέντα ὑπὸ τῶν ἱερέων Ἰω. Κωνσταντινούλου, Βασ. Κούτουλα καὶ Ἀθ. Δημοπούλου εἰς τὸ ἀριθ 12 ἱστάμ. μηνὸς «Θάρρος» Καλαμῶν, ὅτι ἐγένετο σκάνδαλον εἰς τὴν «Κόρην» συνεπεία ἠθῶν βιώσεως ἐν τῷ Ἱερῷ Συνεδρίῳ ἀνακοινώσεως, εἰσὶ ψεύδη ἐκ κακοβούλως πρωτοβαλμένου γεννᾶ ἐξήγησις καὶ ἀφορμαὶ τῆς παρελθούσης κατηγορίας εἰς τοὺς ἐπαγγελματίας, ἐπειδὴ δὲν εἶνε ἀληθεῖς, ἐπειδὴ ἡ μήνυσις καὶ ἐπειδὴ ἡ ἀπόφασις τοῦ Πρωτοδικείου, τὸ ἀληθὲς φωτίζει. xyxy=(1216,701,1511,930)
exchange-heading: ΧΡΗΜΑΤΙΣΤΙΚΟΝ ΔΕΛΤΙΟΝ xyxy=(4,91,295,123)
exchange-value xyxy=(114,265,165,279)
source-line: (Ἰδιαίτερον τηλεγρ. τοῦ «Ἐμπρὸς») xyxy=(642,507,864,522)
headline-diatrivai: ΔΙΑΤΡΙΒΑΙ xyxy=(1216,647,1511,679)
divider xyxy=(23,484,276,485)
ad-address: 58 — ΟΔΟΣ ΑΘΗΝΑΣ — 58 xyxy=(1216,1515,1511,1540)
exchange-value: 416.— xyxy=(125,307,163,321)
exchange-label: Μετ. Τραπ. xyxy=(6,392,70,406)
ad-address-sub: (Παραπλεύρως Ἁγίας Κυριακῆς) xyxy=(1262,1542,1465,1557)
signature: Φ. Φωτόδασος xyxy=(697,2042,809,2059)
article-paragraph: ΠΥΡΓΟΣ 26 Μαΐου. — Ἡ ἀπόφασις τοῦ συμβουλίου τῆς Σταφιδικῆς Τραπέζης περὶ ἱδρύσεως γενικῶν ἀποθηκῶν εἰς τὸν Πύργον ηὐχαρίστησεν ὅλους τοὺς κτηματίας. Τοσοῦτο σπεύσας ἐκλείπει τὸ ἐπάρατον σύστημα τῶν ἐξ' αὐτοῦ τοῦ σταφιδοκαπηλίου ἀλλὰ προκαλοῦν προσπαθήσεις. xyxy=(607,678,899,818)
article-paragraph: Σήμερον ἐν μεσημβρίᾳ ἐδόθη ὑπὸ τῶν διευθυντῶν τοῦ χοροῦ ἀγώνες καὶ ἄλλων ὑπὸ τοῦ κ. Ἀριστείδου Ζεμπερλάκου πρὸς τιμὴν τῶν ἀξιωματικῶν, ὑπὸ τῆς κ. Μάννας πρὸς τιμὴν τῶν ἀξιωματικῶν τῆς ὑπηρεσίας. xyxy=(307,1441,596,1546)
exchange-value: 199.25 xyxy=(254,463,294,477)
exchange-row xyxy=(4,208,295,223)
exchange-value: 319.— xyxy=(125,207,163,222)
article-paragraph: — Ὁ Βασιλεὺς τότε ἐξεδήλωσε τὴν ἐπιθυμίαν Αὐτοῦ ὅπως ἐδλεπεν ἕτοιμα τὰ πλοῖα ταχύτερον. xyxy=(307,736,596,788)
source-line: (Τηλεγράφημα τοῦ ἀπεσταλμένου ἀνταποκριτοῦ μας) xyxy=(346,933,557,964)
exchange-row xyxy=(4,237,295,251)
exchange-label: Σ.Π.Δ.Π. xyxy=(6,293,57,307)
exchange-value: 350.— xyxy=(257,222,294,236)
article-paragraph: Ὁ καιρὸς εἶνε εὐχάριστος· χθὲς τὸ ἀπόγευμα ἔβρεξε πολὺ ἐπὶ ὥραν. xyxy=(307,1550,596,1584)
exchange-label: Σιδ. Ἀθ. Π. xyxy=(166,222,229,236)
ad-doctor-name: Κ. Τ. ΓΙΑΒΟΠΟΥΛΟΥ xyxy=(1247,1083,1480,1155)
column-rule xyxy=(1210,25,1211,2247)
exchange-value: 40.77 xyxy=(260,420,294,435)
exchange-table xyxy=(4,166,295,478)
article-paragraph: Παντελίδης Γ. εἰς τὸ σύνταγμα τοῦ πυροβολικοῦ, Μέλιος Γ. εἰς τὸ 3ον σύνταγμα τοῦ πεζικοῦ, Ξενάκης Ν. εἰς τὸ ἐπιμελητήριον Εὐρυτανίας, Ὀρφανὸς Κ. εἰς τὸ Ταμεῖον, Λογοθέτης Α. εἰς τὸ 10ον σύνταγμα τοῦ πεζικοῦ, Παπαθανασίου Γ., Χειμώνας Δ., Σκουφᾶς Μ., Ἀγγελόπουλος Σ. εἰς τὸ ἐπιμελητήριον Λαρίσης, Πολυχρόνης Κ. εἰς τὸ 6ον σύνταγμα τοῦ πεζικοῦ. xyxy=(910,1769,1204,1945)
exchange-value: 54.25 xyxy=(260,236,294,250)
exchange-label: 4% Πάγιον xyxy=(6,207,70,222)
article-paragraph: «Ἡ ἐκκαθάρισις τοῦ στρατοῦ δὲν δύναται νὰ κατορθωθῇ διὰ τῆς ἐπιθεωρήσεως, διὰ τὸν ἁπλούστατον λόγον, ὅτι τ' ἀνακριτικὰ συμβούλια, χάρις εἰς τὰς διαφόρους συμπαθείας τῶν συγκροτούντων αὐτά, θὰ ἔχουν ὡς ἀποφανθοῦν ἴσως εἰς πολλὰς περιστάσεις συμφώνως μὲ τὸ πνεῦμα τῆς ἐκθέσεως καλιτηγνώμην τοῦ Γεν. Διοικητοῦ. xyxy=(4,1516,295,1692)
exchange-subheading: ΤΙΜΑΙ ΚΛΕΙΣΙΜΑΤΟΣ xyxy=(80,128,219,145)
exchange-label: Συναλλάγ. xyxy=(166,406,228,420)
headline-anarxiko: ΤΟ ΑΝΑΡΧΙΚΟΝ ΚΡΟΥΣΜΑ xyxy=(307,1612,596,1644)
article-paragraph: Εἰς τοὺς ἀνωτέρους ναυτικοὺς μας κύκλους, ἂν μὴ παρεμπέσῃ ἀπρόοπτον γεγονός, θεωρεῖται πλέον βεβαία ἡ προσεχὴς κάθοδος τοῦ Βασιλικοῦ Ζεύγους τῆς Ρουμανίας εἰς τὰς Ἀθήνας. xyxy=(307,192,596,297)
centered-line: Ὁ πληρεξούσιος δικηγόρος xyxy=(668,2024,837,2039)
article-paragraph: Παπανικολάου Οἰκονόμος, Ἀνδρ. Γιαννόπουλος Σακελλάριος, Δυτικὸ Παπαδόπουλος, Κωνστ. Ἠλιακόπουλος, Γεώργ. Ἀλεξόπουλος, Ἰωάν. Πουλόπουλος. xyxy=(1217,954,1510,1023)
headline-philanthropous: ΔΙΑ ΤΟΥΣ ΦΙΛΑΝΘΡΩΠΟΥΣ xyxy=(607,1190,899,1222)
exchange-label xyxy=(4,336,114,350)
exchange-label: Μυτιλήνης xyxy=(6,463,69,477)
article-paragraph: Βασιλάκης Ε. εἰς τὸ 2ον σύνταγμα τοῦ πεζικοῦ, Θεοδώρου Ἀχιλ., Χρηστάκης Γεώργ., Περδίκαρος Ἀριστείδ., Νικολαίδης Χαράλ., Ἀρβανίτης Ι. εἰς τὸ Ὑπουργεῖον τῶν Στρατιωτικῶν, Κοντογιάννης Χ. εἰς τὸ 4ον σύνταγμα τοῦ πεζικοῦ, Μαυρόπουλος Ν. εἰς τὸ 8ον σύνταγμα τοῦ πεζικοῦ, Στεφανάκης Π. εἰς τὸ ἐπιμελητήριον Ἀττικῆς καὶ Βοιωτίας, Καλλιγᾶς Δ. εἰς τὸ 5ον σύνταγμα τοῦ πεζικοῦ, Κυριακόπουλος Α. εἰς τὸ Λογιστήριον, Κατωγῆς Ι. εἰς τὸ 7ον σύνταγμα τοῦ πεζικοῦ, Πετράκης Ν. εἰς τὸ Ἐπιμελητήριον Ἀκαρνανίας καὶ Αἰτωλίας. xyxy=(910,1518,1204,1765)
calendar-heading: ΗΜΕΡΟΛΟΓΙΟΝ xyxy=(79,30,221,51)
exchange-label: Ἐθνική xyxy=(6,406,48,420)
exchange-date: Μαΐου 26 1901. xyxy=(196,147,295,162)
exchange-row xyxy=(4,194,295,208)
vertical-ad-name: ΚΑΤΑΣΤΗΜΑ xyxy=(1274,1816,1303,1968)
exchange-label: Μενούκλιον xyxy=(166,193,237,207)
exchange-value: 672.— xyxy=(125,278,163,293)
exchange-label: Ἑλλ.Ηλεκτ. xyxy=(166,293,234,307)
headline-post-office: ΤΑΧΥΔΡΟΜΕΙΟΝ ΑΘΗΝΩΝ xyxy=(1216,264,1511,296)
exchange-value xyxy=(114,251,165,265)
column-rule xyxy=(301,25,302,2247)
exchange-value: 340.— xyxy=(125,463,163,477)
exchange-value: 495.— xyxy=(125,371,163,385)
exchange-label: Μεταλ. Λαυρ. xyxy=(166,207,245,222)
exchange-value: 149.50 xyxy=(254,449,294,463)
signature: Κ. Ροΐτης xyxy=(768,1985,837,2000)
exchange-label: Λίρα Ἀγγλίας xyxy=(166,392,244,406)
article-paragraph: Τὸ ζήτημα τῶν στρατιωτικῶν προβιβασμῶν, κατὰ τὰς βεβαιώσεις ἀξιοπίστων προσώπων, εἶχε κανονισθῆ πρὸ τῆς ἀναχωρήσεως τοῦ κ. ὑπουργοῦ τῶν Στρατιωτικῶν εἰς τὰ λουτρὰ τῆς Κυλλήνης. xyxy=(4,1785,295,1890)
exchange-row xyxy=(4,322,295,336)
exchange-label: Μετ. Κτηρ. xyxy=(166,172,229,187)
signature: Γ. Ἀμπελᾶς xyxy=(668,1985,748,2000)
article-paragraph: Τὸ ἱππικὸν τῆς ἀσφαλείας ὑπὸ τὸν Γλαρύον κ. Κρῖσαν θὰ προηγηθῇ ἐν Κουτσάρῃ, ὅπου θὰ προσπαθήσῃ ν' ἀναγνωρίσῃ τὰς θέσεις καὶ τὴν δύναμιν τοῦ ἐχθροῦ. Ἂν συναντήσῃ τὸν ἐχθρὸν θέλει τηρήσει μακρὰν ἀπ' αὐτοῦ. Μετὰ τὴν ἐπίθεσιν τοῦ ξοκότους θὰ ἐπανακάμψῃ εἰς Κουτσάρι. Κατὰ τὴν πορείαν, εἰς κεφαλὴν τοῦ στρατοῦ εἶναι τεταγμένος ὁ Ταξίαρχος. xyxy=(307,1131,596,1307)
column-2 xyxy=(307,25,596,2247)
headline-anarxiko-2: ΠΑΡΑ ΤΟΝ ΒΟΛΟΝ xyxy=(334,1649,568,1679)
exchange-label: Λίρα Τουρκίας xyxy=(166,364,220,392)
exchange-label: Βιομηχανική xyxy=(6,420,80,435)
exchange-value: 237.— xyxy=(125,236,163,250)
exchange-label: Πάγιον xyxy=(6,236,48,250)
column-rule xyxy=(601,25,602,2247)
exchange-value: 203.— xyxy=(257,278,294,293)
headline-diadoxos: ΛΟΓΟΙ ΤΟΥ ΔΙΑΔΟΧΟΥ xyxy=(9,929,290,959)
source-line: Αἱ ἐνέργειαι τῶν Ἀρχῶν (Ἰδιαίτερον τηλεγράφ. τοῦ «Ἐμπρὸς») xyxy=(337,1681,565,1712)
